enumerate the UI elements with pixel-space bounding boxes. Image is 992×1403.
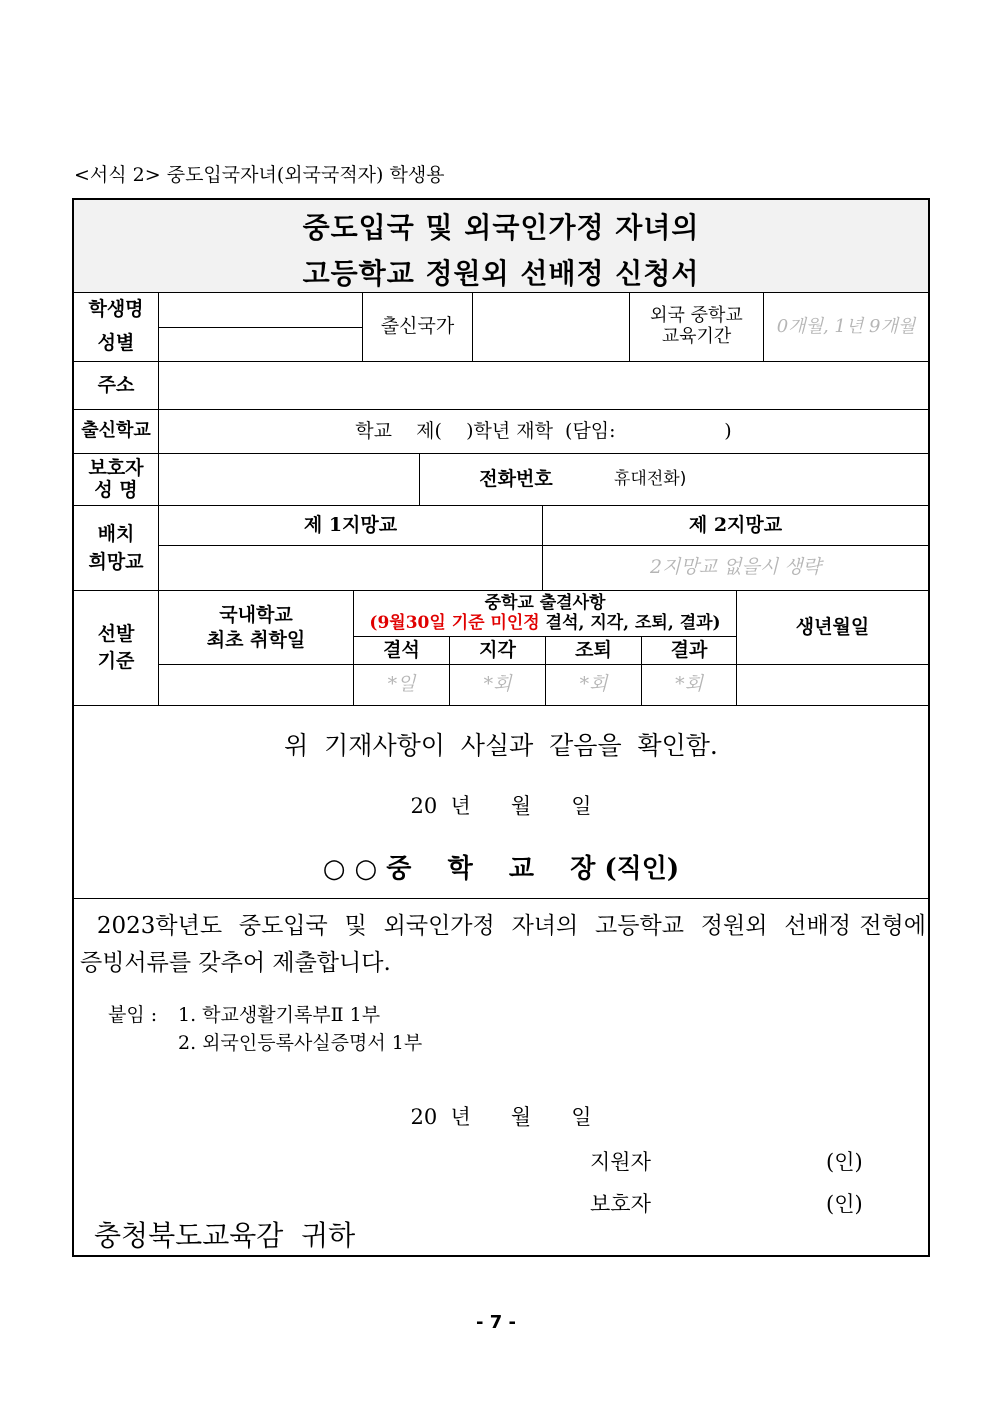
label-birth-date: 생년월일 xyxy=(795,615,870,638)
label-student-name: 학생명 xyxy=(88,298,144,321)
application-form xyxy=(72,198,934,1257)
label-origin-school: 출신학교 xyxy=(81,420,151,442)
label-gender: 성별 xyxy=(97,332,135,355)
addressee: 충청북도교육감 귀하 xyxy=(94,1219,356,1252)
label-placement: 배치 희망교 xyxy=(88,522,144,573)
attachment-1: 1. 학교생활기록부Ⅱ 1부 xyxy=(178,1004,381,1026)
phone-field[interactable]: 휴대전화) xyxy=(614,468,687,489)
attendance-header xyxy=(354,591,736,636)
attachment-2: 2. 외국인등록사실증명서 1부 xyxy=(178,1032,423,1054)
birth-country-field[interactable] xyxy=(473,293,629,361)
application-date: 20 년 월 일 xyxy=(410,1105,592,1129)
choice-2-field[interactable]: 2지망교 없을시 생략 xyxy=(650,556,821,579)
gender-field[interactable] xyxy=(159,327,362,361)
label-foreign-edu-period: 외국 중학교 교육기간 xyxy=(650,305,743,347)
title-box xyxy=(74,200,928,293)
guardian-label: 보호자 xyxy=(590,1192,651,1216)
student-name-field[interactable] xyxy=(159,293,362,327)
applicant-seal: (인) xyxy=(826,1150,863,1174)
label-tardy: 지각 xyxy=(479,638,516,661)
label-early-leave: 조퇴 xyxy=(575,638,612,661)
label-address: 주소 xyxy=(97,373,135,396)
choice-1-field[interactable] xyxy=(159,546,542,590)
attendance-note-red: (9월30일 기준 미인정 xyxy=(369,612,540,633)
attachments-label: 붙임 : xyxy=(108,1004,158,1026)
first-enroll-field[interactable] xyxy=(159,665,353,705)
class-absence-field[interactable]: *회 xyxy=(675,673,703,696)
label-choice-2: 제 2지망교 xyxy=(688,513,783,536)
confirm-date: 20 년 월 일 xyxy=(410,794,592,818)
label-absence: 결석 xyxy=(383,638,420,661)
guardian-name-field[interactable] xyxy=(159,454,419,505)
attendance-title: 중학교 출결사항 xyxy=(484,592,606,613)
label-selection-criteria: 선발 기준 xyxy=(97,623,135,672)
address-field[interactable] xyxy=(159,362,928,409)
guardian-seal: (인) xyxy=(826,1192,863,1216)
label-choice-1: 제 1지망교 xyxy=(303,513,398,536)
absence-field[interactable]: *일 xyxy=(387,673,416,696)
tardy-field[interactable]: *회 xyxy=(483,673,512,696)
page-number: - 7 - xyxy=(476,1312,516,1333)
birth-date-field[interactable] xyxy=(737,665,928,705)
attendance-note xyxy=(369,614,720,634)
early-leave-field[interactable]: *회 xyxy=(579,673,608,696)
title-line-1: 중도입국 및 외국인가정 자녀의 xyxy=(302,211,700,244)
grid-line xyxy=(74,705,928,706)
principal-seal-line: ○ ○ 중 학 교 장 (직인) xyxy=(322,854,680,884)
confirm-statement: 위 기재사항이 사실과 같음을 확인함. xyxy=(284,731,718,760)
label-phone: 전화번호 xyxy=(479,467,553,490)
label-class-absence: 결과 xyxy=(670,638,708,661)
foreign-edu-period-field[interactable]: 0개월, 1년 9개월 xyxy=(776,315,916,337)
application-body: 2023학년도 중도입국 및 외국인가정 자녀의 고등학교 정원외 선배정 전형에 증빙서류를 갖추어 제출합니다. xyxy=(80,913,934,976)
form-label: <서식 2> 중도입국자녀(외국국적자) 학생용 xyxy=(74,164,445,186)
grid-line xyxy=(74,898,928,899)
origin-school-field[interactable]: 학교 제( )학년 재학 (담임: ) xyxy=(355,419,732,442)
label-first-enroll: 국내학교 최초 취학일 xyxy=(206,603,306,651)
label-birth-country: 출신국가 xyxy=(380,315,455,338)
applicant-label: 지원자 xyxy=(590,1150,651,1174)
label-guardian-name: 보호자 성 명 xyxy=(88,456,144,501)
attendance-note-rest: 결석, 지각, 조퇴, 결과) xyxy=(539,612,721,633)
title-line-2: 고등학교 정원외 선배정 신청서 xyxy=(302,257,700,290)
